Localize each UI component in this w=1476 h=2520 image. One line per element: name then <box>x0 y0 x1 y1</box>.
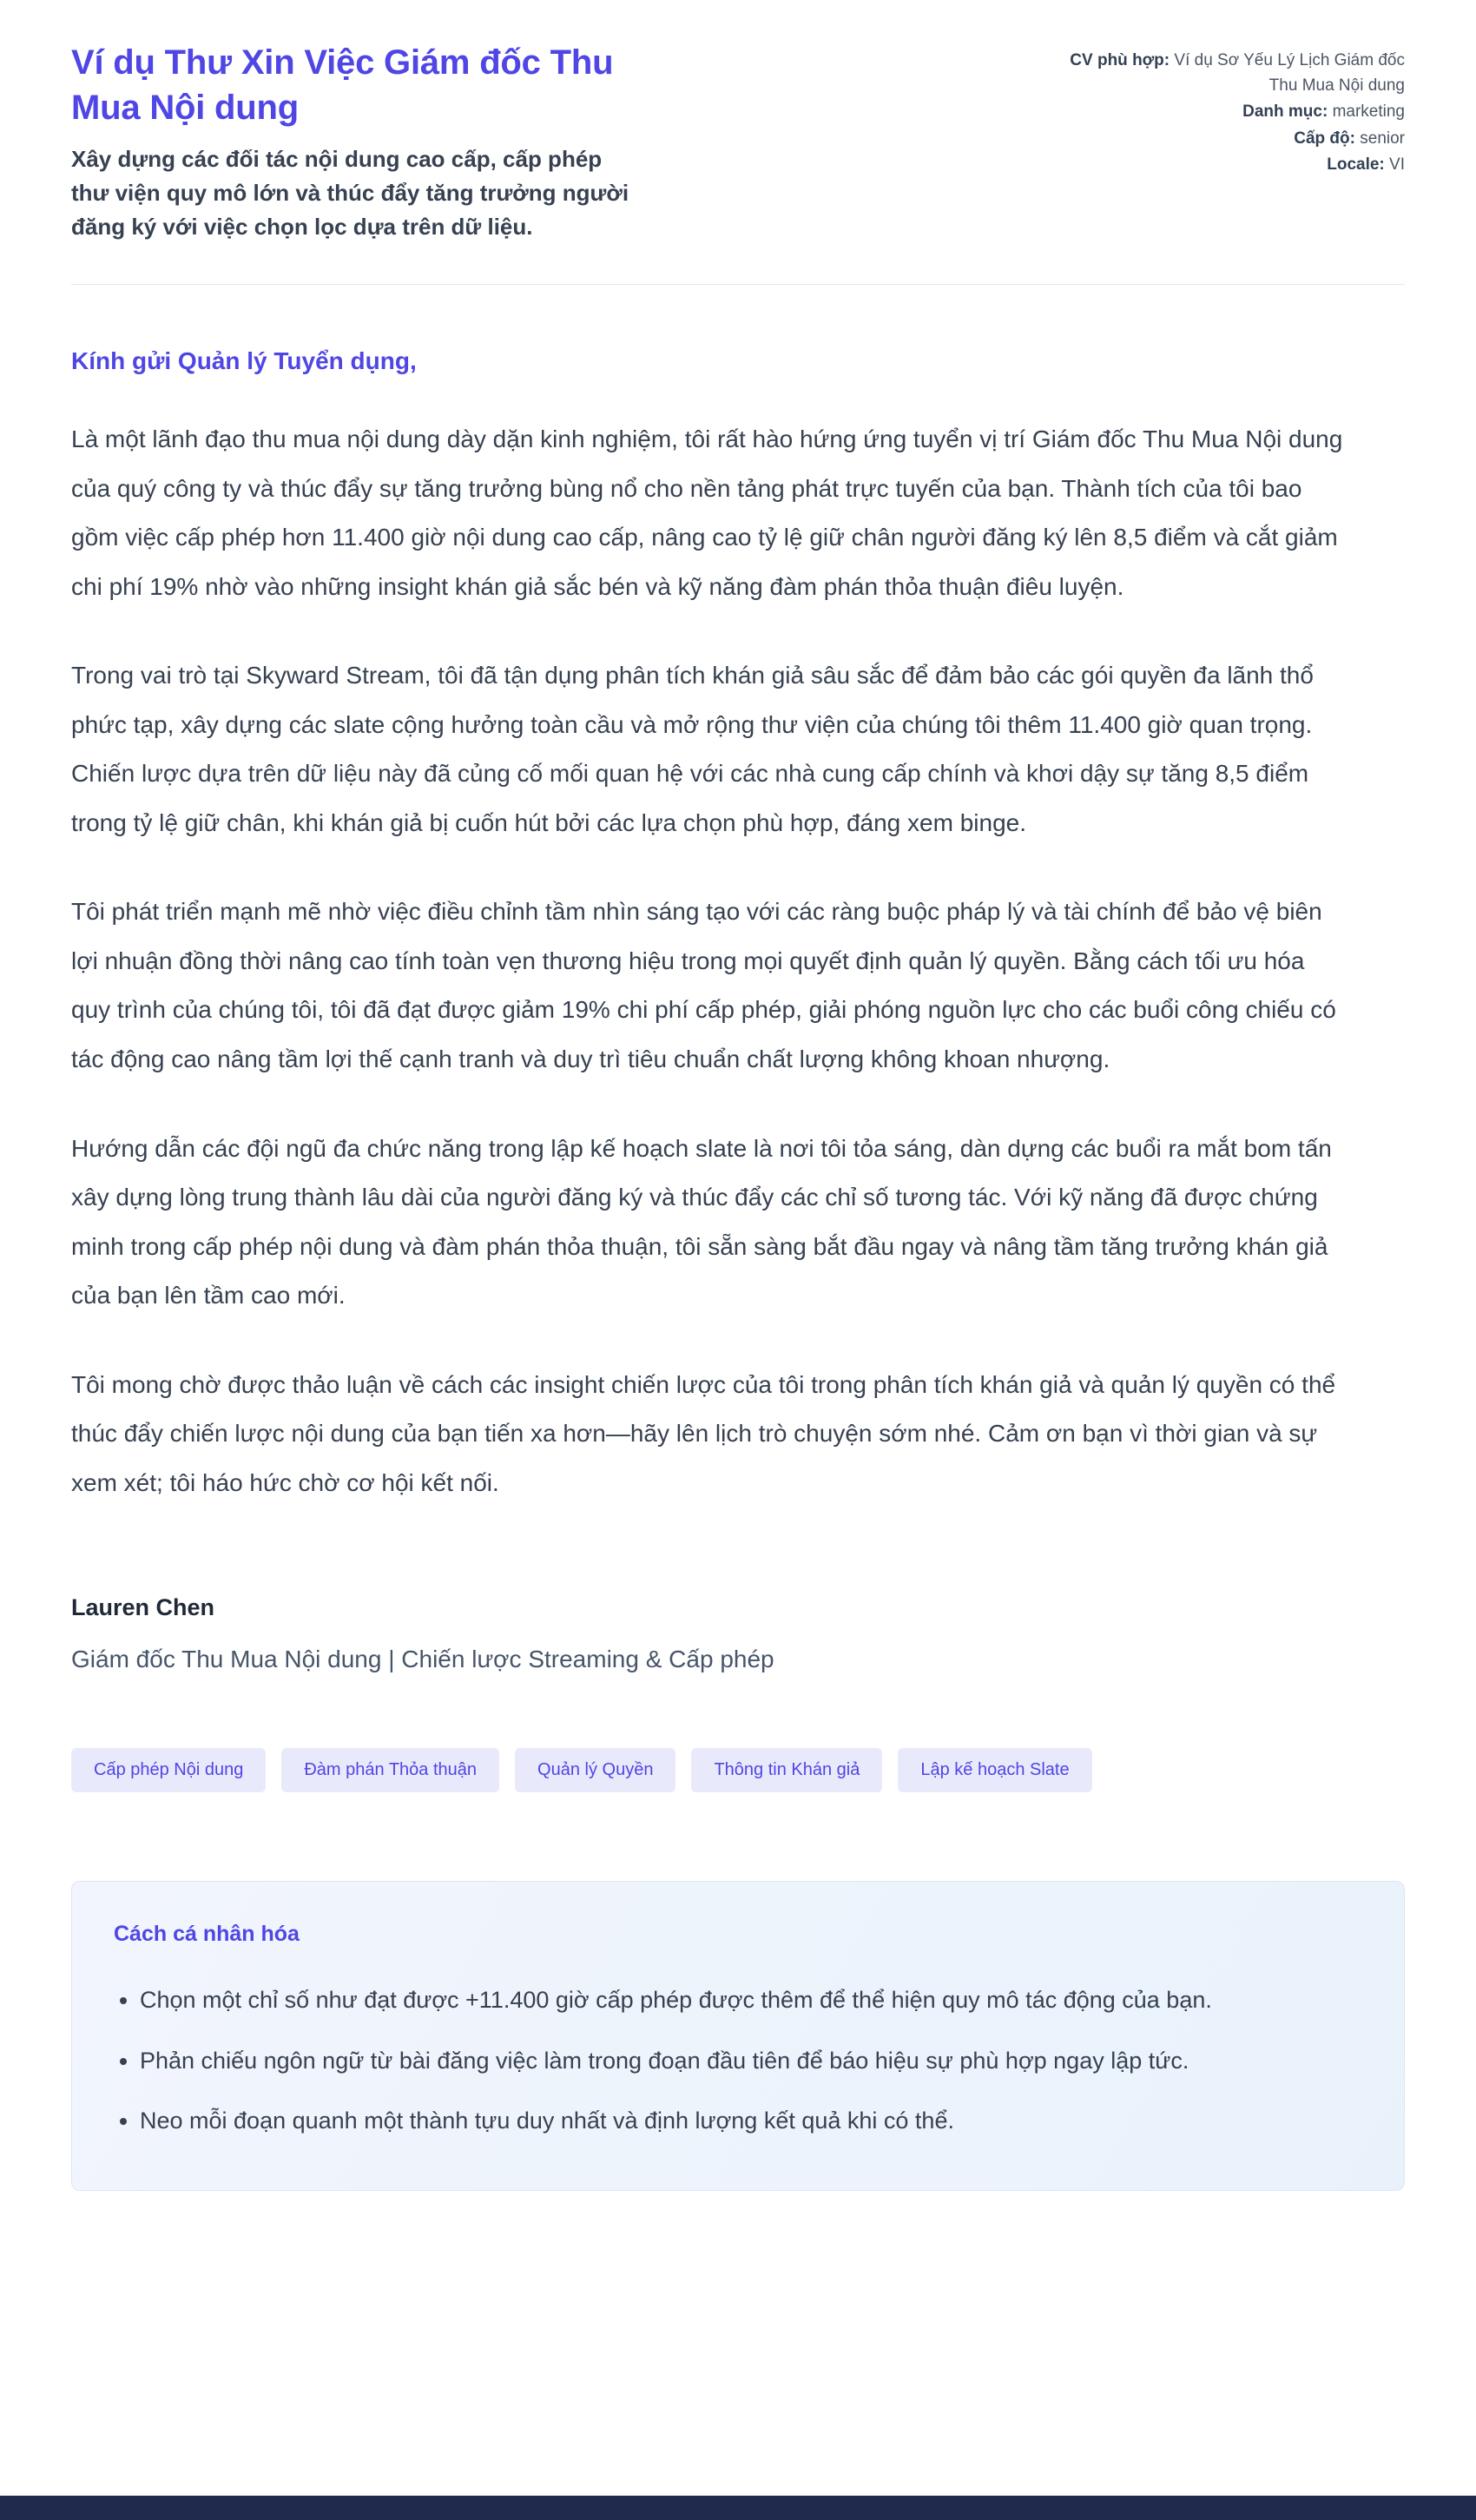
header-divider <box>71 284 1405 285</box>
meta-panel <box>1066 40 1405 180</box>
callout-bullet-list <box>114 1976 1362 2145</box>
meta-locale-value: VI <box>1389 155 1405 174</box>
letter-body <box>71 347 1405 1673</box>
skill-tag-deal-negotiation[interactable]: Đàm phán Thỏa thuận <box>281 1748 499 1792</box>
footer-bar <box>0 2496 1476 2520</box>
letter-paragraph-5: Tôi mong chờ được thảo luận về cách các insight chiến lược của tôi trong phân tích khán giả và quản lý quyền có thể thúc đẩy chiến lược nội dung của bạn tiến xa hơn—hãy lên lịch trò chuyện sớm nhé. Cảm ơn bạn vì thời gian và sự xem xét; tôi háo hức chờ cơ hội kết nối. <box>71 1370 1336 1496</box>
meta-level-label: Cấp độ: <box>1294 129 1355 148</box>
page-subtitle: Xây dựng các đối tác nội dung cao cấp, cấp phép thư viện quy mô lớn và thúc đẩy tăng trưởng người đăng ký với việc chọn lọc dựa trên dữ liệu. <box>71 146 629 240</box>
page-title: Ví dụ Thư Xin Việc Giám đốc Thu Mua Nội dung <box>71 43 614 127</box>
personalization-callout <box>71 1881 1405 2191</box>
meta-matching-cv <box>1066 49 1405 98</box>
header-title-block <box>71 40 679 244</box>
meta-category <box>1066 100 1405 125</box>
meta-category-value: marketing <box>1332 102 1405 121</box>
meta-level <box>1066 127 1405 152</box>
page-header <box>71 40 1405 244</box>
callout-bullet-1: • Chọn một chỉ số như đạt được +11.400 giờ cấp phép được thêm để thể hiện quy mô tác động của bạn. <box>140 1976 1295 2024</box>
meta-level-value: senior <box>1360 129 1405 148</box>
meta-locale <box>1066 153 1405 178</box>
meta-cv-value: Ví dụ Sơ Yếu Lý Lịch Giám đốc Thu Mua Nội dung <box>1174 51 1405 95</box>
skill-tag-content-licensing[interactable]: Cấp phép Nội dung <box>71 1748 266 1792</box>
meta-category-label: Danh mục: <box>1242 102 1328 121</box>
signature-title: Giám đốc Thu Mua Nội dung | Chiến lược Streaming & Cấp phép <box>71 1646 774 1673</box>
callout-bullet-3: • Neo mỗi đoạn quanh một thành tựu duy nhất và định lượng kết quả khi có thể. <box>140 2097 1295 2145</box>
skill-tags <box>71 1748 1405 1792</box>
callout-bullet-2: • Phản chiếu ngôn ngữ từ bài đăng việc làm trong đoạn đầu tiên để báo hiệu sự phù hợp ngay lập tức. <box>140 2037 1295 2085</box>
skill-tag-slate-planning[interactable]: Lập kế hoạch Slate <box>898 1748 1091 1792</box>
meta-cv-label: CV phù hợp: <box>1070 51 1170 69</box>
meta-locale-label: Locale: <box>1327 155 1385 174</box>
letter-greeting: Kính gửi Quản lý Tuyển dụng, <box>71 347 417 374</box>
letter-paragraph-4: Hướng dẫn các đội ngũ đa chức năng trong lập kế hoạch slate là nơi tôi tỏa sáng, dàn dựng các buổi ra mắt bom tấn xây dựng lòng trung thành lâu dài của người đăng ký và thúc đẩy các chỉ số tương tác. Với kỹ năng đã được chứng minh trong cấp phép nội dung và đàm phán thỏa thuận, tôi sẵn sàng bắt đầu ngay và nâng tầm tăng trưởng khán giả của bạn lên tầm cao mới. <box>71 1134 1332 1309</box>
skill-tag-rights-management[interactable]: Quản lý Quyền <box>515 1748 675 1792</box>
letter-paragraph-2: Trong vai trò tại Skyward Stream, tôi đã tận dụng phân tích khán giả sâu sắc để đảm bảo các gói quyền đa lãnh thổ phức tạp, xây dựng các slate cộng hưởng toàn cầu và mở rộng thư viện của chúng tôi thêm 11.400 giờ quan trọng. Chiến lược dựa trên dữ liệu này đã củng cố mối quan hệ với các nhà cung cấp chính và khơi dậy sự tăng 8,5 điểm trong tỷ lệ giữ chân, khi khán giả bị cuốn hút bởi các lựa chọn phù hợp, đáng xem binge. <box>71 662 1314 836</box>
signature-name: Lauren Chen <box>71 1594 215 1621</box>
letter-paragraph-1: Là một lãnh đạo thu mua nội dung dày dặn kinh nghiệm, tôi rất hào hứng ứng tuyển vị trí Giám đốc Thu Mua Nội dung của quý công ty và thúc đẩy sự tăng trưởng bùng nổ cho nền tảng phát trực tuyến của bạn. Thành tích của tôi bao gồm việc cấp phép hơn 11.400 giờ nội dung cao cấp, nâng cao tỷ lệ giữ chân người đăng ký lên 8,5 điểm và cắt giảm chi phí 19% nhờ vào những insight khán giả sắc bén và kỹ năng đàm phán thỏa thuận điêu luyện. <box>71 425 1343 600</box>
callout-title: Cách cá nhân hóa <box>114 1922 300 1947</box>
skill-tag-audience-insights[interactable]: Thông tin Khán giả <box>691 1748 882 1792</box>
letter-paragraph-3: Tôi phát triển mạnh mẽ nhờ việc điều chỉnh tầm nhìn sáng tạo với các ràng buộc pháp lý và tài chính để bảo vệ biên lợi nhuận đồng thời nâng cao tính toàn vẹn thương hiệu trong mọi quyết định quản lý quyền. Bằng cách tối ưu hóa quy trình của chúng tôi, tôi đã đạt được giảm 19% chi phí cấp phép, giải phóng nguồn lực cho các buổi công chiếu có tác động cao nâng tầm lợi thế cạnh tranh và duy trì tiêu chuẩn chất lượng không khoan nhượng. <box>71 898 1336 1073</box>
